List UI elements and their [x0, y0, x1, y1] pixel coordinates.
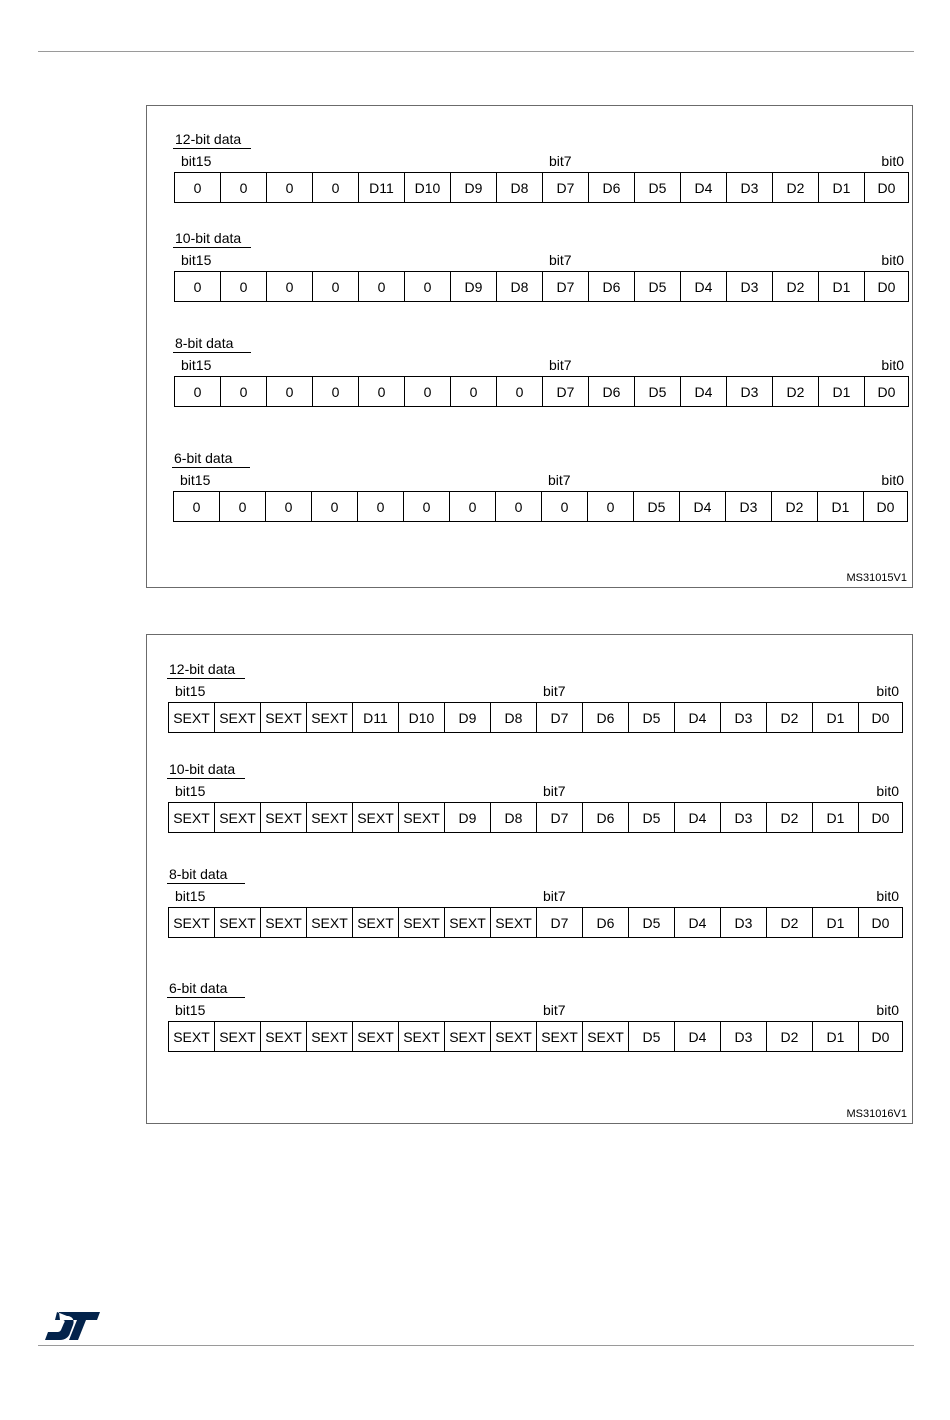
title-underline — [167, 883, 245, 884]
bit-cell: D5 — [635, 272, 681, 301]
bit-cell: D8 — [491, 703, 537, 732]
bit0-label: bit0 — [876, 783, 899, 799]
bit-cell: D2 — [767, 1022, 813, 1051]
group-title: 10-bit data — [175, 230, 242, 246]
bit0-label: bit0 — [881, 357, 904, 373]
bit-cell: D10 — [399, 703, 445, 732]
bit-cell: D6 — [583, 803, 629, 832]
title-underline — [173, 247, 251, 248]
bit-cell: D7 — [537, 803, 583, 832]
bit-cell: SEXT — [261, 803, 307, 832]
bit-cell: D9 — [451, 173, 497, 202]
bit-cell: D5 — [629, 703, 675, 732]
bit-cell: D1 — [819, 173, 865, 202]
bit-cell: SEXT — [445, 1022, 491, 1051]
bit-cell: D1 — [813, 908, 859, 937]
st-logo-icon — [45, 1311, 101, 1341]
bit15-label: bit15 — [175, 1002, 206, 1018]
bit-row — [168, 907, 903, 938]
bit0-label: bit0 — [876, 1002, 899, 1018]
bit-cell: D7 — [537, 908, 583, 937]
bit15-label: bit15 — [175, 683, 206, 699]
bit-cell: SEXT — [215, 803, 261, 832]
bit-cell: D3 — [721, 1022, 767, 1051]
bit-cell: D0 — [865, 272, 909, 301]
bit-cell: SEXT — [307, 803, 353, 832]
bit-cell: D2 — [767, 803, 813, 832]
bit-cell: SEXT — [261, 1022, 307, 1051]
bit-cell: SEXT — [537, 1022, 583, 1051]
bit-cell: 0 — [405, 377, 451, 406]
bit-cell: 0 — [588, 492, 634, 521]
bit-cell: SEXT — [261, 908, 307, 937]
title-underline — [173, 352, 251, 353]
bit-cell: D7 — [537, 703, 583, 732]
title-underline — [167, 778, 245, 779]
bit-cell: 0 — [220, 492, 266, 521]
bit-cell: 0 — [174, 492, 220, 521]
bit-cell: 0 — [175, 272, 221, 301]
bit-cell: D3 — [727, 272, 773, 301]
bit-cell: D0 — [859, 703, 903, 732]
bit-row — [168, 802, 903, 833]
bit-cell: D9 — [445, 803, 491, 832]
bit-cell: 0 — [267, 173, 313, 202]
bit-cell: D11 — [359, 173, 405, 202]
bit7-label: bit7 — [549, 357, 572, 373]
bit-cell: D7 — [543, 272, 589, 301]
bit7-label: bit7 — [548, 472, 571, 488]
bit-cell: D11 — [353, 703, 399, 732]
group-8bit — [174, 335, 904, 400]
bit0-label: bit0 — [876, 683, 899, 699]
bit-cell: SEXT — [583, 1022, 629, 1051]
bit-cell: D3 — [727, 173, 773, 202]
bit-cell: SEXT — [491, 908, 537, 937]
bit-cell: D8 — [491, 803, 537, 832]
bit-cell: D4 — [675, 908, 721, 937]
bit-cell: D5 — [629, 803, 675, 832]
bit-cell: D4 — [675, 703, 721, 732]
group-10bit — [168, 761, 899, 826]
bit0-label: bit0 — [876, 888, 899, 904]
bit-cell: 0 — [496, 492, 542, 521]
bit-cell: 0 — [267, 377, 313, 406]
bit-cell: D3 — [721, 703, 767, 732]
bit-cell: 0 — [313, 272, 359, 301]
group-title: 12-bit data — [175, 131, 242, 147]
bit7-label: bit7 — [543, 1002, 566, 1018]
bit-cell: 0 — [221, 377, 267, 406]
bit-cell: D2 — [767, 908, 813, 937]
bit15-label: bit15 — [175, 888, 206, 904]
figure-zero-padded — [146, 105, 913, 588]
bit-cell: 0 — [221, 173, 267, 202]
bit15-label: bit15 — [181, 252, 212, 268]
bit-cell: 0 — [359, 377, 405, 406]
bit-cell: D3 — [727, 377, 773, 406]
bit-cell: D0 — [859, 908, 903, 937]
bit-row — [174, 271, 909, 302]
bit-cell: D3 — [726, 492, 772, 521]
figure-sign-extended — [146, 634, 913, 1124]
bit-cell: SEXT — [307, 703, 353, 732]
bit0-label: bit0 — [881, 252, 904, 268]
group-title: 10-bit data — [169, 761, 236, 777]
bit-cell: 0 — [542, 492, 588, 521]
bit-cell: D2 — [773, 377, 819, 406]
group-6bit — [173, 450, 904, 515]
group-6bit — [168, 980, 899, 1045]
group-8bit — [168, 866, 899, 931]
bit-cell: D5 — [629, 908, 675, 937]
bit-cell: D1 — [819, 377, 865, 406]
bit-cell: D4 — [681, 272, 727, 301]
bit-cell: D6 — [589, 173, 635, 202]
bit-cell: D2 — [773, 272, 819, 301]
bit-cell: 0 — [451, 377, 497, 406]
bit-cell: D4 — [681, 173, 727, 202]
bit-cell: D1 — [819, 272, 865, 301]
bit-cell: D0 — [865, 377, 909, 406]
bit-cell: 0 — [175, 377, 221, 406]
bit-cell: D0 — [859, 1022, 903, 1051]
footer-rule — [38, 1345, 914, 1346]
title-underline — [172, 467, 250, 468]
bit-cell: D0 — [865, 173, 909, 202]
bit-cell: SEXT — [353, 908, 399, 937]
bit15-label: bit15 — [180, 472, 211, 488]
bit7-label: bit7 — [543, 683, 566, 699]
bit-cell: D4 — [681, 377, 727, 406]
figure-id: MS31015V1 — [846, 572, 907, 584]
bit7-label: bit7 — [543, 783, 566, 799]
bit-cell: D3 — [721, 803, 767, 832]
bit-cell: SEXT — [399, 1022, 445, 1051]
bit-cell: D6 — [589, 377, 635, 406]
bit-cell: D4 — [675, 803, 721, 832]
bit-cell: D6 — [589, 272, 635, 301]
group-title: 6-bit data — [169, 980, 228, 996]
bit-cell: 0 — [404, 492, 450, 521]
bit-cell: D7 — [543, 173, 589, 202]
bit7-label: bit7 — [543, 888, 566, 904]
bit-cell: SEXT — [353, 803, 399, 832]
bit15-label: bit15 — [181, 357, 212, 373]
bit-cell: D7 — [543, 377, 589, 406]
title-underline — [167, 997, 245, 998]
bit-cell: SEXT — [169, 908, 215, 937]
bit-cell: SEXT — [261, 703, 307, 732]
title-underline — [173, 148, 251, 149]
bit-cell: D8 — [497, 173, 543, 202]
bit-cell: SEXT — [215, 703, 261, 732]
group-12bit — [168, 661, 899, 726]
bit-cell: D4 — [675, 1022, 721, 1051]
bit-cell: SEXT — [445, 908, 491, 937]
figure-id: MS31016V1 — [846, 1108, 907, 1120]
bit-cell: SEXT — [491, 1022, 537, 1051]
bit-row — [174, 172, 909, 203]
bit-cell: SEXT — [399, 908, 445, 937]
bit-cell: SEXT — [307, 908, 353, 937]
bit-cell: D9 — [445, 703, 491, 732]
bit-cell: D5 — [629, 1022, 675, 1051]
bit7-label: bit7 — [549, 153, 572, 169]
bit-cell: D5 — [634, 492, 680, 521]
bit-cell: D2 — [767, 703, 813, 732]
bit-cell: D9 — [451, 272, 497, 301]
group-title: 8-bit data — [175, 335, 234, 351]
bit0-label: bit0 — [881, 472, 904, 488]
bit-cell: 0 — [405, 272, 451, 301]
bit-cell: D5 — [635, 377, 681, 406]
bit-cell: D1 — [813, 1022, 859, 1051]
bit-cell: D6 — [583, 703, 629, 732]
bit-cell: SEXT — [307, 1022, 353, 1051]
group-title: 6-bit data — [174, 450, 233, 466]
bit-cell: SEXT — [215, 908, 261, 937]
bit-cell: 0 — [313, 377, 359, 406]
header-rule — [38, 51, 914, 52]
bit-cell: 0 — [175, 173, 221, 202]
bit-cell: D1 — [818, 492, 864, 521]
bit-cell: D1 — [813, 703, 859, 732]
bit-cell: 0 — [497, 377, 543, 406]
bit0-label: bit0 — [881, 153, 904, 169]
group-12bit — [174, 131, 904, 196]
bit-cell: SEXT — [215, 1022, 261, 1051]
bit-cell: 0 — [358, 492, 404, 521]
group-title: 8-bit data — [169, 866, 228, 882]
bit-cell: D6 — [583, 908, 629, 937]
bit-cell: D2 — [772, 492, 818, 521]
group-10bit — [174, 230, 904, 295]
bit-cell: D1 — [813, 803, 859, 832]
bit-cell: SEXT — [399, 803, 445, 832]
group-title: 12-bit data — [169, 661, 236, 677]
bit-cell: 0 — [221, 272, 267, 301]
bit-row — [173, 491, 908, 522]
bit-row — [174, 376, 909, 407]
bit-cell: D0 — [859, 803, 903, 832]
bit-cell: D5 — [635, 173, 681, 202]
bit-cell: D2 — [773, 173, 819, 202]
bit-cell: D3 — [721, 908, 767, 937]
bit-row — [168, 1021, 903, 1052]
bit-row — [168, 702, 903, 733]
bit-cell: SEXT — [169, 703, 215, 732]
bit-cell: SEXT — [169, 803, 215, 832]
bit-cell: 0 — [313, 173, 359, 202]
bit-cell: 0 — [266, 492, 312, 521]
bit-cell: SEXT — [169, 1022, 215, 1051]
bit15-label: bit15 — [181, 153, 212, 169]
bit-cell: 0 — [450, 492, 496, 521]
bit15-label: bit15 — [175, 783, 206, 799]
bit-cell: D10 — [405, 173, 451, 202]
bit-cell: 0 — [312, 492, 358, 521]
bit-cell: D0 — [864, 492, 908, 521]
bit-cell: D4 — [680, 492, 726, 521]
bit-cell: 0 — [359, 272, 405, 301]
bit-cell: 0 — [267, 272, 313, 301]
title-underline — [167, 678, 245, 679]
bit-cell: D8 — [497, 272, 543, 301]
bit7-label: bit7 — [549, 252, 572, 268]
bit-cell: SEXT — [353, 1022, 399, 1051]
